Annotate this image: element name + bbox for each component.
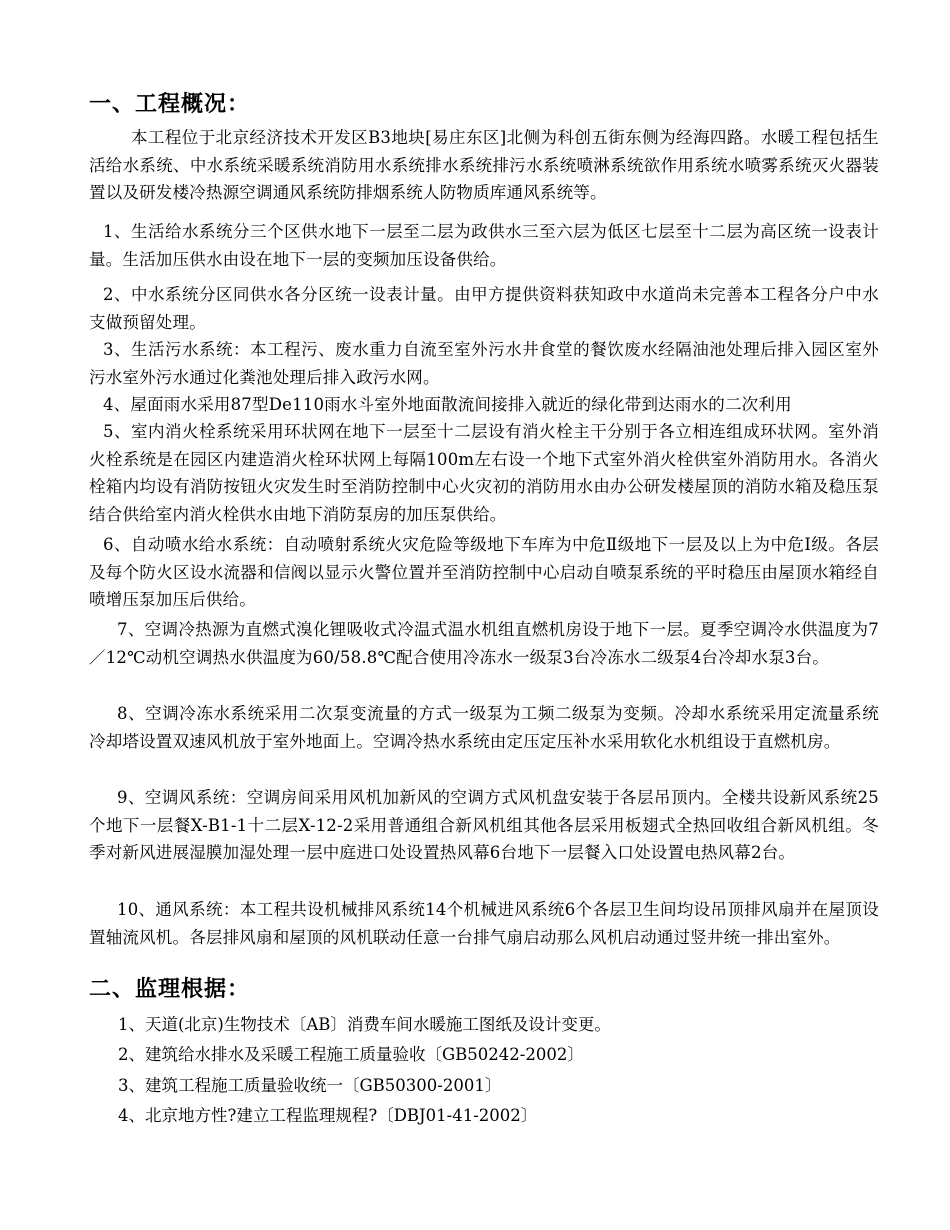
overview-item-6: 6、自动喷水给水系统：自动喷射系统火灾危险等级地下车库为中危Ⅱ级地下一层及以上为中危Ⅰ级。各层及每个防火区设水流器和信阀以显示火警位置并至消防控制中心启动自喷泵系统的平时稳压由屋顶水箱经自喷增压泵加压后供给。 bbox=[89, 535, 879, 609]
overview-item-9: 9、空调风系统：空调房间采用风机加新风的空调方式风机盘安装于各层吊顶内。全楼共设新风系统25个地下一层餐X-B1-1十二层X-12-2采用普通组合新风机组其他各层采用板翅式全热回收组合新风机组。冬季对新风进展湿膜加湿处理一层中庭进口处设置热风幕6台地下一层餐入口处设置电热风幕2台。 bbox=[89, 788, 879, 862]
basis-item-3: 3、建筑工程施工质量验收统一〔GB50300-2001〕 bbox=[118, 1076, 502, 1095]
overview-item-4: 4、屋面雨水采用87型De110雨水斗室外地面散流间接排入就近的绿化带到达雨水的二次利用 bbox=[103, 395, 792, 414]
section-heading-overview: 一、工程概况： bbox=[89, 92, 251, 117]
overview-item-3: 3、生活污水系统：本工程污、废水重力自流至室外污水井食堂的餐饮废水经隔油池处理后排入园区室外污水室外污水通过化粪池处理后排入政污水网。 bbox=[89, 340, 879, 387]
overview-item-5: 5、室内消火栓系统采用环状网在地下一层至十二层设有消火栓主干分别于各立相连组成环状网。室外消火栓系统是在园区内建造消火栓环状网上每隔100m左右设一个地下式室外消火栓供室外消防用水。各消火栓箱内均设有消防按钮火灾发生时至消防控制中心火灾初的消防用水由办公研发楼屋顶的消防水箱及稳压泵结合供给室内消火栓供水由地下消防泵房的加压泵供给。 bbox=[89, 422, 879, 524]
basis-item-4: 4、北京地方性?建立工程监理规程?〔DBJ01-41-2002〕 bbox=[118, 1106, 538, 1125]
overview-item-2: 2、中水系统分区同供水各分区统一设表计量。由甲方提供资料获知政中水道尚未完善本工程各分户中水支做预留处理。 bbox=[89, 285, 879, 332]
basis-item-1: 1、天道(北京)生物技术〔AB〕消费车间水暖施工图纸及设计变更。 bbox=[118, 1015, 611, 1034]
overview-item-8: 8、空调冷冻水系统采用二次泵变流量的方式一级泵为工频二级泵为变频。冷却水系统采用定流量系统冷却塔设置双速风机放于室外地面上。空调冷热水系统由定压定压补水采用软化水机组设于直燃机房。 bbox=[89, 704, 879, 751]
overview-item-7: 7、空调冷热源为直燃式溴化锂吸收式冷温式温水机组直燃机房设于地下一层。夏季空调冷水供温度为7／12℃动机空调热水供温度为60/58.8℃配合使用冷冻水一级泵3台冷冻水二级泵4台冷却水泵3台。 bbox=[89, 620, 879, 667]
section-heading-basis: 二、监理根据： bbox=[89, 977, 251, 1002]
overview-item-10: 10、通风系统：本工程共设机械排风系统14个机械进风系统6个各层卫生间均设吊顶排风扇并在屋顶设置轴流风机。各层排风扇和屋顶的风机联动任意一台排气扇启动那么风机启动通过竖井统一排出室外。 bbox=[89, 900, 879, 947]
overview-intro-paragraph: 本工程位于北京经济技术开发区B3地块[易庄东区]北侧为科创五街东侧为经海四路。水暖工程包括生活给水系统、中水系统采暖系统消防用水系统排水系统排污水系统喷淋系统欲作用系统水喷雾系统灭火器装置以及研发楼冷热源空调通风系统防排烟系统人防物质库通风系统等。 bbox=[89, 128, 879, 202]
basis-item-2: 2、建筑给水排水及采暖工程施工质量验收〔GB50242-2002〕 bbox=[118, 1045, 584, 1064]
overview-item-1: 1、生活给水系统分三个区供水地下一层至二层为政供水三至六层为低区七层至十二层为高区统一设表计量。生活加压供水由设在地下一层的变频加压设备供给。 bbox=[89, 222, 879, 269]
